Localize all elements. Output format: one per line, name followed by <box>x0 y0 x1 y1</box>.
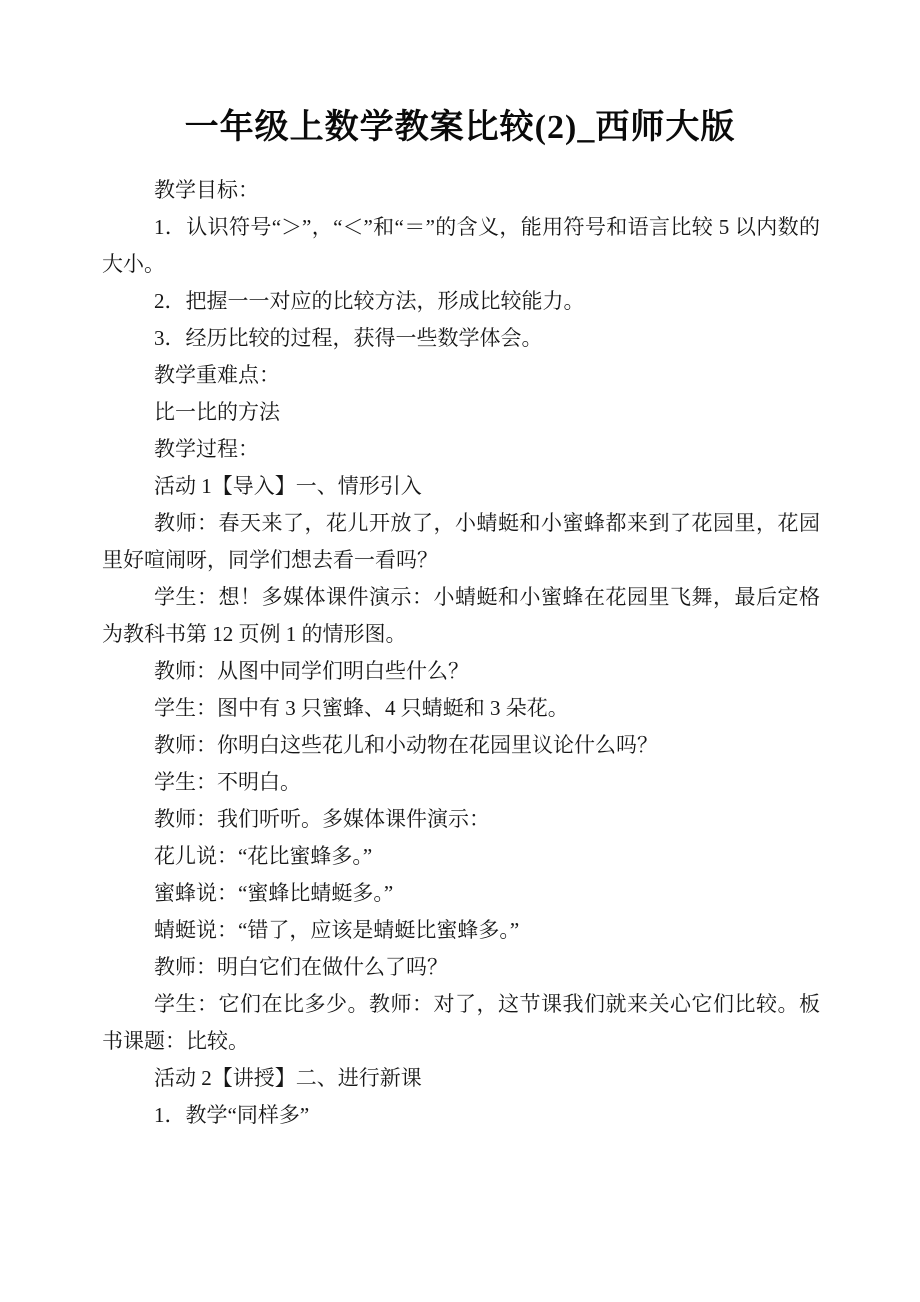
paragraph: 蜻蜓说：“错了，应该是蜻蜓比蜜蜂多。” <box>154 918 520 942</box>
paragraph: 教师：我们听听。多媒体课件演示： <box>154 807 490 831</box>
page-title: 一年级上数学教案比较(2)_西师大版 <box>184 109 736 146</box>
paragraph: 活动 2【讲授】二、进行新课 <box>154 1066 422 1090</box>
paragraph: 学生：不明白。 <box>154 770 301 794</box>
paragraph: 教师：你明白这些花儿和小动物在花园里议论什么吗？ <box>154 733 658 757</box>
paragraph: 教师：明白它们在做什么了吗？ <box>154 955 448 979</box>
paragraph: 教学重难点： <box>154 363 280 387</box>
paragraph: 1．认识符号“＞”，“＜”和“＝”的含义，能用符号和语言比较 5 以内数的大小。 <box>102 215 820 276</box>
paragraph: 1．教学“同样多” <box>154 1103 310 1127</box>
paragraph: 2．把握一一对应的比较方法，形成比较能力。 <box>154 289 585 313</box>
paragraph: 蜜蜂说：“蜜蜂比蜻蜓多。” <box>154 881 394 905</box>
paragraph: 教师：从图中同学们明白些什么？ <box>154 659 469 683</box>
document-body <box>0 172 920 1134</box>
paragraph: 教学过程： <box>154 437 259 461</box>
paragraph: 学生：想！多媒体课件演示：小蜻蜓和小蜜蜂在花园里飞舞，最后定格为教科书第 12 页例 1 的情形图。 <box>102 585 820 646</box>
paragraph: 比一比的方法 <box>154 400 280 424</box>
paragraph: 教学目标： <box>154 178 259 202</box>
paragraph: 花儿说：“花比蜜蜂多。” <box>154 844 373 868</box>
paragraph: 学生：它们在比多少。教师：对了，这节课我们就来关心它们比较。板书课题：比较。 <box>102 992 820 1053</box>
paragraph: 3．经历比较的过程，获得一些数学体会。 <box>154 326 543 350</box>
paragraph: 教师：春天来了，花儿开放了，小蜻蜓和小蜜蜂都来到了花园里，花园里好喧闹呀，同学们想去看一看吗？ <box>102 511 820 572</box>
paragraph: 活动 1【导入】一、情形引入 <box>154 474 422 498</box>
paragraph: 学生：图中有 3 只蜜蜂、4 只蜻蜓和 3 朵花。 <box>154 696 569 720</box>
